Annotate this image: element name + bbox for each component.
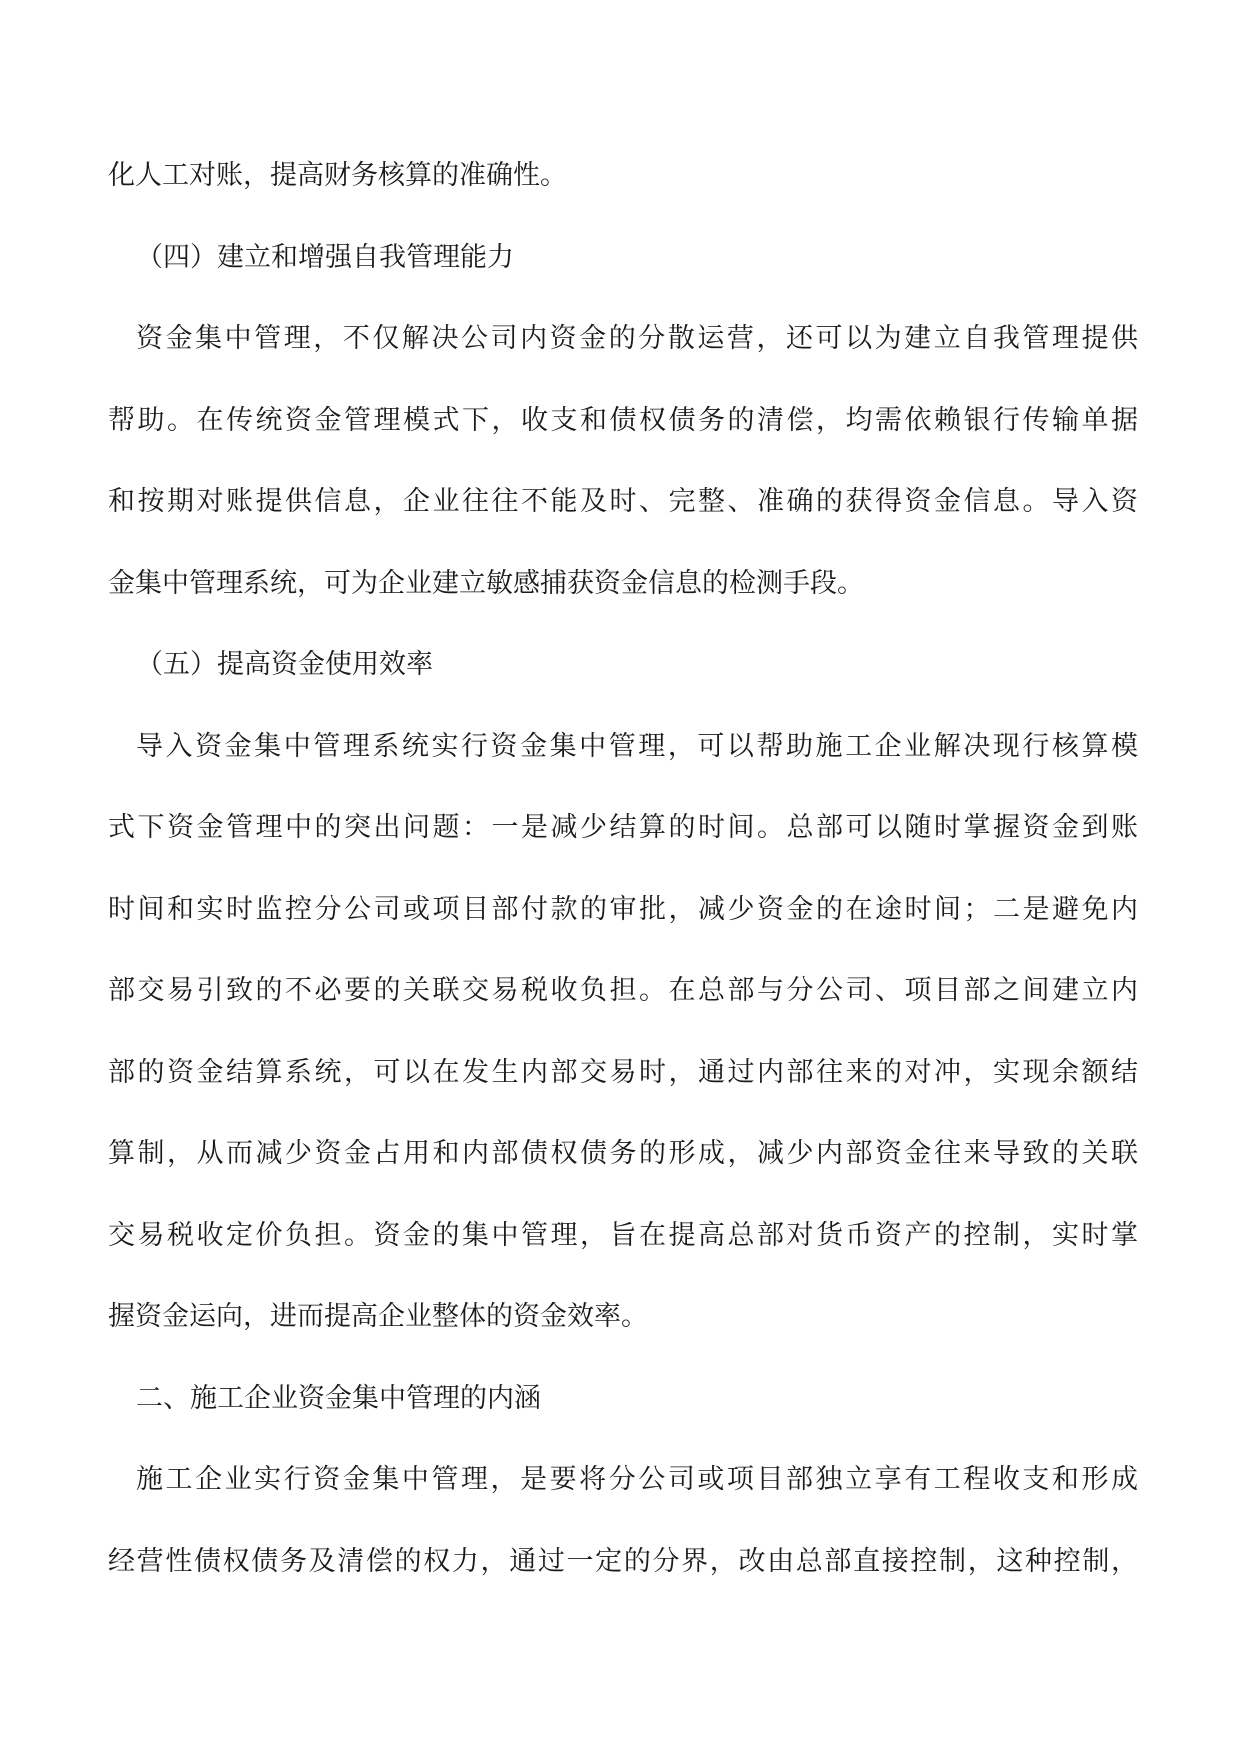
text-line: 和按期对账提供信息，企业往往不能及时、完整、准确的获得资金信息。导入资 [108, 486, 1138, 517]
text-line: 部交易引致的不必要的关联交易税收负担。在总部与分公司、项目部之间建立内 [108, 975, 1138, 1006]
text-line: 经营性债权债务及清偿的权力，通过一定的分界，改由总部直接控制，这种控制， [108, 1545, 1138, 1577]
text-line: 化人工对账，提高财务核算的准确性。 [108, 160, 567, 191]
text-line: 部的资金结算系统，可以在发生内部交易时，通过内部往来的对冲，实现余额结 [108, 1056, 1138, 1088]
text-line: 帮助。在传统资金管理模式下，收支和债权债务的清偿，均需依赖银行传输单据 [108, 404, 1138, 436]
text-line: 导入资金集中管理系统实行资金集中管理，可以帮助施工企业解决现行核算模 [136, 730, 1138, 762]
text-line: 式下资金管理中的突出问题：一是减少结算的时间。总部可以随时掌握资金到账 [108, 812, 1138, 843]
document-body [108, 158, 1138, 1625]
section-heading: 二、施工企业资金集中管理的内涵 [136, 1382, 541, 1414]
text-line: 金集中管理系统，可为企业建立敏感捕获资金信息的检测手段。 [108, 567, 864, 599]
text-line: 施工企业实行资金集中管理，是要将分公司或项目部独立享有工程收支和形成 [136, 1464, 1138, 1495]
text-line: 交易税收定价负担。资金的集中管理，旨在提高总部对货币资产的控制，实时掌 [108, 1219, 1138, 1251]
section-heading: （四）建立和增强自我管理能力 [136, 241, 514, 273]
text-line: 算制，从而减少资金占用和内部债权债务的形成，减少内部资金往来导致的关联 [108, 1138, 1138, 1169]
text-line: 握资金运向，进而提高企业整体的资金效率。 [108, 1301, 648, 1332]
text-line: 时间和实时监控分公司或项目部付款的审批，减少资金的在途时间；二是避免内 [108, 893, 1138, 925]
section-heading: （五）提高资金使用效率 [136, 649, 433, 680]
text-line: 资金集中管理，不仅解决公司内资金的分散运营，还可以为建立自我管理提供 [136, 323, 1138, 354]
